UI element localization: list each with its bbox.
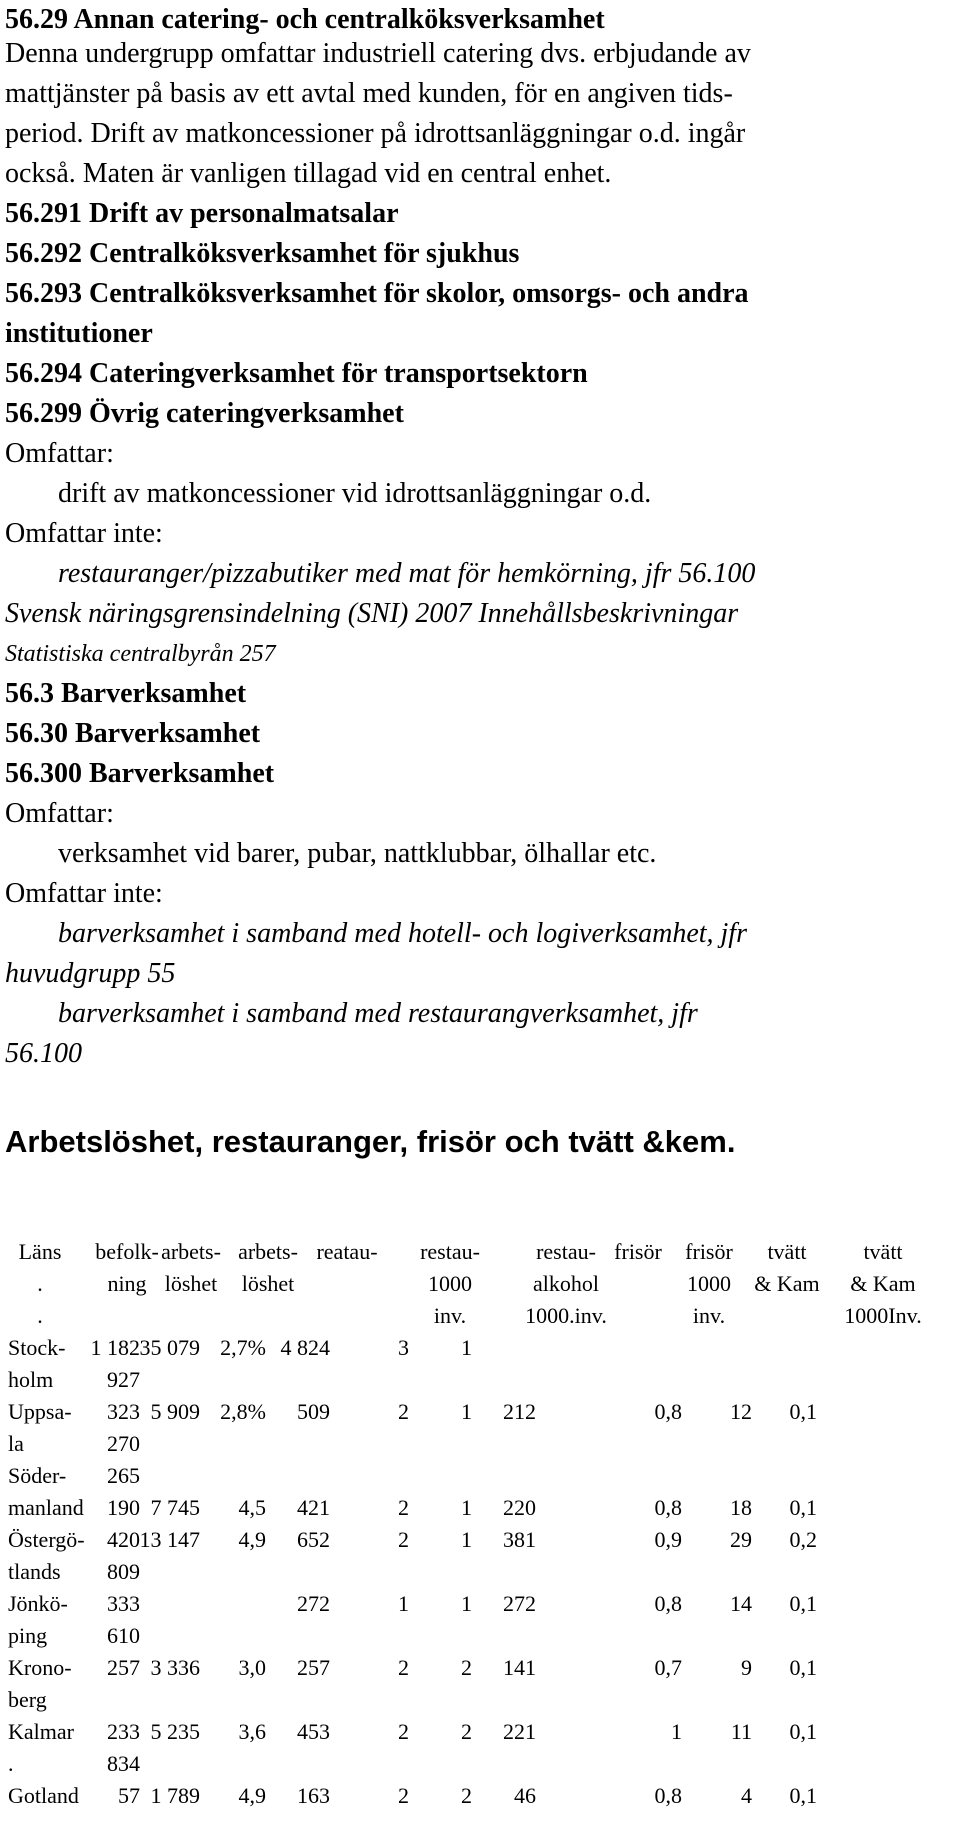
- table-cell: 1: [461, 1527, 472, 1552]
- table-cell: 12: [730, 1399, 752, 1424]
- table-cell: 257: [107, 1655, 140, 1680]
- page-footer-title: Svensk näringsgrensindelning (SNI) 2007 Innehållsbeskrivningar: [5, 598, 739, 629]
- table-cell: 809: [107, 1559, 140, 1584]
- table-cell: 265: [107, 1463, 140, 1488]
- table-cell: 4,9: [238, 1783, 266, 1808]
- table-cell: 272: [297, 1591, 330, 1616]
- table-header-cell: Läns: [18, 1239, 62, 1264]
- table-header-cell: reatau-: [316, 1239, 378, 1264]
- table-cell: 5 235: [150, 1719, 200, 1744]
- table-header-cell: frisör: [614, 1239, 662, 1264]
- table-cell: 381: [503, 1527, 536, 1552]
- table-cell: 1 789: [150, 1783, 200, 1808]
- subsection-title: 56.300 Barverksamhet: [5, 758, 275, 789]
- table-cell: 3: [398, 1335, 409, 1360]
- table-cell: 453: [297, 1719, 330, 1744]
- table-cell: 2: [398, 1399, 409, 1424]
- includes-label: Omfattar:: [5, 798, 114, 829]
- table-cell: 4,5: [238, 1495, 266, 1520]
- table-cell: 610: [107, 1623, 140, 1648]
- table-cell: 163: [297, 1783, 330, 1808]
- table-cell: 2: [398, 1719, 409, 1744]
- subsection-title-continued: institutioner: [5, 318, 153, 349]
- table-cell: 2: [398, 1527, 409, 1552]
- table-cell: 0,1: [789, 1591, 817, 1616]
- table-cell: 221: [503, 1719, 536, 1744]
- county-name-cell: holm: [8, 1367, 54, 1392]
- section-title-56-3: 56.3 Barverksamhet: [5, 678, 247, 709]
- table-cell: 323: [107, 1399, 140, 1424]
- table-cell: 233: [107, 1719, 140, 1744]
- table-header-cell: restau-: [536, 1239, 596, 1264]
- table-cell: 270: [107, 1431, 140, 1456]
- table-cell: 5 909: [150, 1399, 200, 1424]
- table-cell: 2: [398, 1495, 409, 1520]
- table-header-cell: inv.: [433, 1303, 467, 1328]
- section-title-56-29: 56.29 Annan catering- och centralköksverksamhet: [5, 4, 605, 35]
- includes-label: Omfattar:: [5, 438, 114, 469]
- table-cell: 652: [297, 1527, 330, 1552]
- table-cell: 0,1: [789, 1719, 817, 1744]
- table-cell: 1 182: [90, 1335, 140, 1360]
- table-header-cell: & Kam: [850, 1271, 916, 1296]
- table-header-cell: & Kam: [754, 1271, 820, 1296]
- table-cell: 11: [730, 1719, 752, 1744]
- table-cell: 509: [297, 1399, 330, 1424]
- table-cell: 1: [398, 1591, 409, 1616]
- table-cell: 0,8: [654, 1495, 682, 1520]
- table-header-cell: alkohol: [533, 1271, 599, 1296]
- table-cell: 1: [671, 1719, 682, 1744]
- table-cell: 834: [107, 1751, 140, 1776]
- table-cell: 1: [461, 1495, 472, 1520]
- table-heading: Arbetslöshet, restauranger, frisör och tvätt &kem.: [5, 1124, 736, 1159]
- table-cell: 0,9: [654, 1527, 682, 1552]
- table-header-cell: befolk-: [95, 1239, 159, 1264]
- table-cell: 927: [107, 1367, 140, 1392]
- excludes-item: barverksamhet i samband med hotell- och logiverksamhet, jfr: [58, 918, 747, 949]
- table-cell: 4 824: [280, 1335, 330, 1360]
- table-cell: 4: [741, 1783, 752, 1808]
- table-cell: 0,7: [654, 1655, 682, 1680]
- county-name-cell: .: [8, 1751, 14, 1776]
- table-cell: 3 336: [150, 1655, 200, 1680]
- county-name-cell: Östergö-: [8, 1527, 85, 1552]
- table-cell: 0,8: [654, 1783, 682, 1808]
- table-cell: 2: [398, 1783, 409, 1808]
- table-cell: 0,1: [789, 1783, 817, 1808]
- table-header-cell: 1000.inv.: [525, 1303, 607, 1328]
- excludes-item-continued: huvudgrupp 55: [5, 958, 176, 989]
- table-cell: 3,6: [238, 1719, 266, 1744]
- table-cell: 0,1: [789, 1655, 817, 1680]
- paragraph-line: också. Maten är vanligen tillagad vid en central enhet.: [5, 158, 612, 189]
- subsection-title: 56.299 Övrig cateringverksamhet: [5, 398, 404, 429]
- county-name-cell: tlands: [8, 1559, 61, 1584]
- table-cell: 0,8: [654, 1399, 682, 1424]
- table-cell: 0,8: [654, 1591, 682, 1616]
- table-header-cell: 1000: [687, 1271, 731, 1296]
- table-cell: 35 079: [139, 1335, 200, 1360]
- county-name-cell: Jönkö-: [8, 1591, 68, 1616]
- paragraph-line: mattjänster på basis av ett avtal med kunden, för en angiven tids-: [5, 78, 733, 109]
- paragraph-line: Denna undergrupp omfattar industriell catering dvs. erbjudande av: [5, 38, 751, 69]
- county-name-cell: manland: [8, 1495, 84, 1520]
- table-cell: 421: [297, 1495, 330, 1520]
- county-name-cell: Söder-: [8, 1463, 67, 1488]
- table-cell: 57: [118, 1783, 140, 1808]
- table-header-cell: .: [37, 1303, 43, 1328]
- table-cell: 333: [107, 1591, 140, 1616]
- table-cell: 2: [461, 1783, 472, 1808]
- excludes-label: Omfattar inte:: [5, 878, 163, 909]
- table-header-cell: tvätt: [767, 1239, 807, 1264]
- table-cell: 190: [107, 1495, 140, 1520]
- subsection-title: 56.294 Cateringverksamhet för transportsektorn: [5, 358, 588, 389]
- excludes-item-continued: 56.100: [5, 1038, 82, 1069]
- county-name-cell: Krono-: [8, 1655, 72, 1680]
- table-cell: 212: [503, 1399, 536, 1424]
- county-name-cell: ping: [8, 1623, 48, 1648]
- table-cell: 1: [461, 1591, 472, 1616]
- includes-item: verksamhet vid barer, pubar, nattklubbar, ölhallar etc.: [58, 838, 657, 869]
- table-cell: 2: [461, 1655, 472, 1680]
- table-cell: 46: [514, 1783, 536, 1808]
- subsection-title: 56.291 Drift av personalmatsalar: [5, 198, 399, 229]
- county-name-cell: la: [8, 1431, 24, 1456]
- table-cell: 9: [741, 1655, 752, 1680]
- table-cell: 3,0: [238, 1655, 266, 1680]
- table-header-cell: inv.: [692, 1303, 726, 1328]
- table-header-cell: frisör: [685, 1239, 733, 1264]
- table-header-cell: löshet: [241, 1271, 295, 1296]
- table-cell: 220: [503, 1495, 536, 1520]
- page-footer-publisher: Statistiska centralbyrån 257: [5, 641, 276, 667]
- table-cell: 13 147: [139, 1527, 200, 1552]
- table-cell: 7 745: [150, 1495, 200, 1520]
- table-cell: 0,1: [789, 1399, 817, 1424]
- county-name-cell: berg: [8, 1687, 47, 1712]
- table-cell: 0,1: [789, 1495, 817, 1520]
- excludes-item: barverksamhet i samband med restaurangverksamhet, jfr: [58, 998, 698, 1029]
- table-header-cell: restau-: [420, 1239, 480, 1264]
- table-cell: 2: [461, 1719, 472, 1744]
- table-cell: 1: [461, 1335, 472, 1360]
- table-header-cell: ning: [107, 1271, 147, 1296]
- subsection-title: 56.292 Centralköksverksamhet för sjukhus: [5, 238, 520, 269]
- excludes-item: restauranger/pizzabutiker med mat för hemkörning, jfr 56.100: [58, 558, 756, 589]
- county-name-cell: Gotland: [8, 1783, 79, 1808]
- table-cell: 4,9: [238, 1527, 266, 1552]
- county-name-cell: Uppsa-: [8, 1399, 72, 1424]
- table-cell: 1: [461, 1399, 472, 1424]
- subsection-title: 56.293 Centralköksverksamhet för skolor, omsorgs- och andra: [5, 278, 749, 309]
- subsection-title: 56.30 Barverksamhet: [5, 718, 261, 749]
- table-header-cell: .: [37, 1271, 43, 1296]
- table-cell: 18: [730, 1495, 752, 1520]
- table-header-cell: 1000Inv.: [844, 1303, 922, 1328]
- table-cell: 2,8%: [220, 1399, 266, 1424]
- table-cell: 29: [730, 1527, 752, 1552]
- table-cell: 272: [503, 1591, 536, 1616]
- paragraph-line: period. Drift av matkoncessioner på idrottsanläggningar o.d. ingår: [5, 118, 746, 149]
- table-cell: 141: [503, 1655, 536, 1680]
- table-header-cell: arbets-: [161, 1239, 221, 1264]
- table-header-cell: arbets-: [238, 1239, 298, 1264]
- county-name-cell: Stock-: [8, 1335, 66, 1360]
- table-header-cell: tvätt: [863, 1239, 903, 1264]
- table-cell: 420: [107, 1527, 140, 1552]
- table-header-cell: löshet: [164, 1271, 218, 1296]
- table-cell: 257: [297, 1655, 330, 1680]
- table-cell: 2: [398, 1655, 409, 1680]
- excludes-label: Omfattar inte:: [5, 518, 163, 549]
- table-cell: 0,2: [789, 1527, 817, 1552]
- table-cell: 14: [730, 1591, 752, 1616]
- county-name-cell: Kalmar: [8, 1719, 74, 1744]
- table-cell: 2,7%: [220, 1335, 266, 1360]
- includes-item: drift av matkoncessioner vid idrottsanläggningar o.d.: [58, 478, 652, 509]
- table-header-cell: 1000: [428, 1271, 472, 1296]
